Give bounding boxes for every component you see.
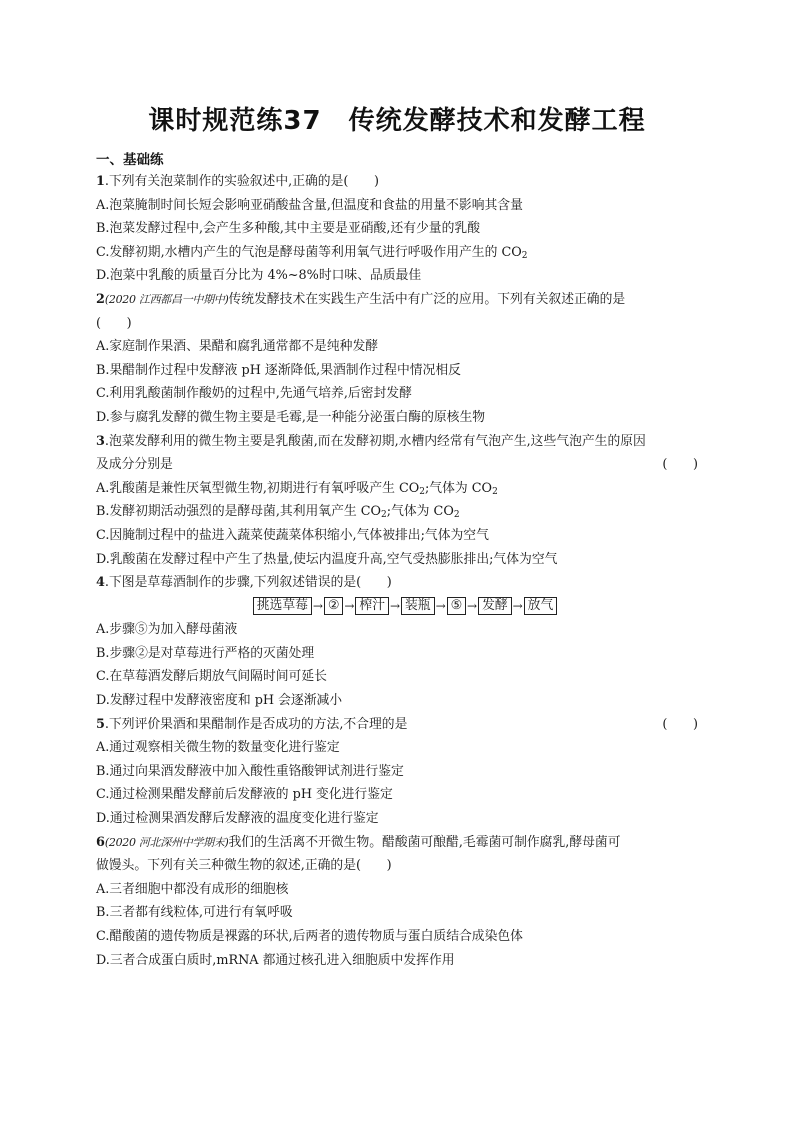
right-arrow-icon: →	[312, 599, 323, 614]
flow-step-4: 装瓶	[401, 597, 435, 615]
flow-step-6: 发酵	[478, 597, 512, 615]
section-heading: 一、基础练	[96, 152, 164, 168]
flow-step-5: ⑤	[447, 597, 466, 615]
question-list	[96, 170, 702, 972]
right-arrow-icon: →	[389, 599, 401, 614]
question-number: 5	[96, 716, 105, 732]
question-1-option-a: A.泡菜腌制时间长短会影响亚硝酸盐含量,但温度和食盐的用量不影响其含量	[96, 197, 523, 213]
question-3-option-d: D.乳酸菌在发酵过程中产生了热量,使坛内温度升高,空气受热膨胀排出;气体为空气	[96, 551, 558, 567]
flow-step-7: 放气	[524, 597, 558, 615]
subscript: 2	[381, 510, 387, 521]
answer-paren: ( )	[96, 315, 132, 331]
question-4-option-c: C.在草莓酒发酵后期放气间隔时间可延长	[96, 669, 327, 685]
question-4-option-d: D.发酵过程中发酵液密度和 pH 会逐渐减小	[96, 693, 343, 709]
option-text: ;气体为 CO	[386, 504, 454, 520]
question-text: 及成分分别是	[96, 457, 173, 473]
question-5-option-c: C.通过检测果醋发酵前后发酵液的 pH 变化进行鉴定	[96, 787, 393, 803]
question-2-option-c: C.利用乳酸菌制作酸奶的过程中,先通气培养,后密封发酵	[96, 386, 412, 402]
question-text: .下列有关泡菜制作的实验叙述中,正确的是( )	[104, 174, 379, 189]
subscript: 2	[419, 486, 425, 497]
question-number: 3	[96, 433, 105, 449]
question-number: 6	[96, 834, 105, 850]
question-3-stem	[96, 430, 702, 454]
question-source: (2020 河北深州中学期末)	[104, 835, 229, 849]
right-arrow-icon: →	[467, 599, 478, 614]
question-text: 传统发酵技术在实践生产生活中有广泛的应用。下列有关叙述正确的是	[228, 291, 626, 307]
question-5-option-a: A.通过观察相关微生物的数量变化进行鉴定	[96, 740, 340, 756]
flow-step-3: 榨汁	[355, 597, 389, 615]
question-6-option-d: D.三者合成蛋白质时,mRNA 都通过核孔进入细胞质中发挥作用	[96, 952, 455, 968]
page-title: 课时规范练37 传统发酵技术和发酵工程	[148, 106, 646, 136]
question-6-option-a: A.三者细胞中都没有成形的细胞核	[96, 881, 289, 897]
question-source: (2020 江西都昌一中期中)	[104, 292, 229, 306]
question-1-stem	[96, 170, 702, 194]
right-arrow-icon: →	[512, 599, 523, 614]
flow-step-2: ②	[324, 597, 343, 615]
answer-paren: ( )	[662, 457, 698, 473]
question-2-option-a: A.家庭制作果酒、果醋和腐乳通常都不是纯种发酵	[96, 339, 379, 355]
question-3-option-a	[96, 477, 702, 501]
subscript: 2	[521, 250, 528, 261]
question-2-option-b: B.果醋制作过程中发酵液 pH 逐渐降低,果酒制作过程中情况相反	[96, 362, 461, 378]
subscript: 2	[453, 510, 460, 521]
question-number: 4	[96, 575, 105, 591]
question-6-stem-continued: 做馒头。下列有关三种微生物的叙述,正确的是( )	[96, 858, 392, 874]
right-arrow-icon: →	[435, 599, 446, 614]
question-1-option-d: D.泡菜中乳酸的质量百分比为 4%~8%时口味、品质最佳	[96, 268, 422, 284]
subscript: 2	[492, 486, 498, 497]
question-number: 2	[96, 291, 105, 307]
right-arrow-icon: →	[344, 599, 355, 614]
question-1-option-b: B.泡菜发酵过程中,会产生多种酸,其中主要是亚硝酸,还有少量的乳酸	[96, 221, 480, 237]
question-6-stem	[96, 831, 702, 855]
question-3-stem-continued	[96, 453, 702, 477]
question-2-stem	[96, 288, 702, 312]
question-6-option-c: C.醋酸菌的遗传物质是裸露的环状,后两者的遗传物质与蛋白质结合成染色体	[96, 929, 523, 944]
question-4-option-b: B.步骤②是对草莓进行严格的灭菌处理	[96, 645, 315, 661]
question-4-option-a: A.步骤⑤为加入酵母菌液	[96, 622, 238, 638]
option-text: C.发酵初期,水槽内产生的气泡是酵母菌等利用氧气进行呼吸作用产生的 CO	[96, 244, 522, 260]
question-text: .泡菜发酵利用的微生物主要是乳酸菌,而在发酵初期,水槽内经常有气泡产生,这些气泡产生的原因	[104, 433, 646, 449]
option-text: B.发酵初期活动强烈的是酵母菌,其利用氧产生 CO	[96, 504, 382, 520]
question-text: .下列评价果酒和果醋制作是否成功的方法,不合理的是	[104, 716, 408, 732]
process-flow-diagram	[108, 595, 702, 619]
question-5-stem	[96, 713, 702, 737]
option-text: A.乳酸菌是兼性厌氧型微生物,初期进行有氧呼吸产生 CO	[96, 480, 420, 496]
question-3-option-c: C.因腌制过程中的盐进入蔬菜使蔬菜体积缩小,气体被排出;气体为空气	[96, 527, 489, 543]
option-text: ;气体为 CO	[425, 480, 493, 496]
question-text: .下图是草莓酒制作的步骤,下列叙述错误的是( )	[104, 575, 392, 591]
question-number: 1	[96, 174, 105, 189]
question-5-option-d: D.通过检测果酒发酵后发酵液的温度变化进行鉴定	[96, 811, 379, 827]
question-text: 我们的生活离不开微生物。醋酸菌可酿醋,毛霉菌可制作腐乳,酵母菌可	[228, 834, 621, 850]
question-3-option-b	[96, 500, 702, 524]
question-6-option-b: B.三者都有线粒体,可进行有氧呼吸	[96, 905, 293, 921]
question-2-option-d: D.参与腐乳发酵的微生物主要是毛霉,是一种能分泌蛋白酶的原核生物	[96, 409, 486, 425]
flow-step-1: 挑选草莓	[253, 597, 312, 615]
question-5-option-b: B.通过向果酒发酵液中加入酸性重铬酸钾试剂进行鉴定	[96, 763, 404, 779]
question-4-stem	[96, 571, 702, 595]
answer-paren: ( )	[662, 716, 698, 732]
question-1-option-c	[96, 241, 702, 265]
